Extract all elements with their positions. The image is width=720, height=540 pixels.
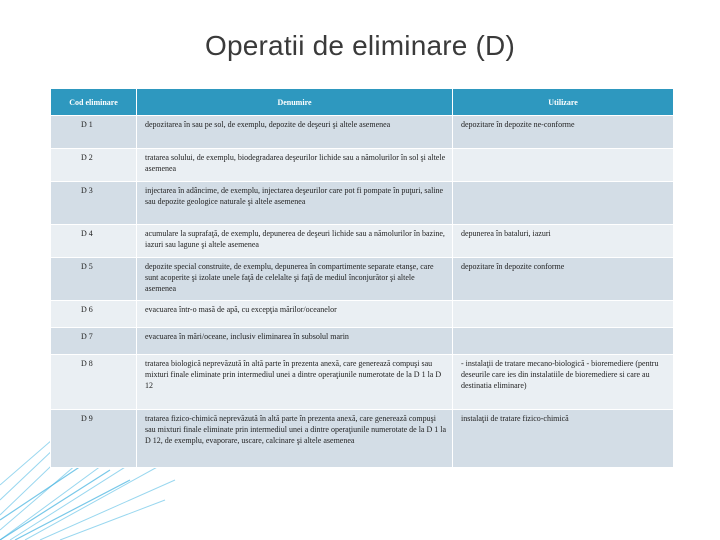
cell-code: D 1 bbox=[51, 116, 137, 149]
cell-usage: depozitare în depozite conforme bbox=[453, 258, 674, 301]
table-row bbox=[51, 328, 674, 355]
table-row bbox=[51, 225, 674, 258]
cell-name: evacuarea într-o masă de apă, cu excepţia mărilor/oceanelor bbox=[137, 301, 453, 328]
cell-name: tratarea fizico-chimică neprevăzută în altă parte în prezenta anexă, care generează compuşi sau mixturi finale eliminate prin intermediul unei a dintre operaţiunile numerotate de la D 1 la D 12, de exemplu, evaporare, uscare, calcinare şi altele asemenea bbox=[137, 410, 453, 468]
cell-usage: - instalaţii de tratare mecano-biologică - bioremediere (pentru deseurile care ies din instalatiile de bioremediere si care au destinatia eliminare) bbox=[453, 355, 674, 410]
cell-code: D 9 bbox=[51, 410, 137, 468]
cell-usage: depunerea în bataluri, iazuri bbox=[453, 225, 674, 258]
cell-name: depozitarea în sau pe sol, de exemplu, depozite de deşeuri şi altele asemenea bbox=[137, 116, 453, 149]
header-denumire: Denumire bbox=[137, 89, 453, 116]
cell-code: D 8 bbox=[51, 355, 137, 410]
table-row bbox=[51, 258, 674, 301]
cell-name: acumulare la suprafaţă, de exemplu, depunerea de deşeuri lichide sau a nămolurilor în bazine, iazuri sau lagune şi altele asemenea bbox=[137, 225, 453, 258]
cell-code: D 3 bbox=[51, 182, 137, 225]
table-row bbox=[51, 410, 674, 468]
cell-name: injectarea în adâncime, de exemplu, injectarea deşeurilor care pot fi pompate în puţuri, saline sau depozite geologice naturale şi altele asemenea bbox=[137, 182, 453, 225]
table-header-row bbox=[51, 89, 674, 116]
table-row bbox=[51, 355, 674, 410]
header-cod-eliminare: Cod eliminare bbox=[51, 89, 137, 116]
slide-title: Operatii de eliminare (D) bbox=[205, 30, 515, 61]
table-row bbox=[51, 301, 674, 328]
header-utilizare: Utilizare bbox=[453, 89, 674, 116]
cell-usage: instalaţii de tratare fizico-chimică bbox=[453, 410, 674, 468]
cell-code: D 6 bbox=[51, 301, 137, 328]
cell-usage bbox=[453, 149, 674, 182]
cell-code: D 5 bbox=[51, 258, 137, 301]
cell-name: tratarea biologică neprevăzută în altă parte în prezenta anexă, care generează compuşi sau mixturi finale eliminate prin intermediul unei a dintre operaţiunile numerotate de la D 1 la D 12 bbox=[137, 355, 453, 410]
cell-code: D 2 bbox=[51, 149, 137, 182]
cell-name: depozite special construite, de exemplu, depunerea în compartimente separate etanşe, care sunt acoperite şi izolate unele faţă de celelalte şi faţă de mediul înconjurător şi altele asemenea bbox=[137, 258, 453, 301]
cell-name: evacuarea în mări/oceane, inclusiv eliminarea în subsolul marin bbox=[137, 328, 453, 355]
cell-usage: depozitare în depozite ne-conforme bbox=[453, 116, 674, 149]
cell-code: D 7 bbox=[51, 328, 137, 355]
cell-usage bbox=[453, 182, 674, 225]
disposal-operations-table bbox=[50, 88, 674, 468]
cell-code: D 4 bbox=[51, 225, 137, 258]
cell-usage bbox=[453, 328, 674, 355]
cell-name: tratarea solului, de exemplu, biodegradarea deşeurilor lichide sau a nămolurilor în sol şi altele asemenea bbox=[137, 149, 453, 182]
cell-usage bbox=[453, 301, 674, 328]
table-row bbox=[51, 182, 674, 225]
table-row bbox=[51, 116, 674, 149]
table-row bbox=[51, 149, 674, 182]
